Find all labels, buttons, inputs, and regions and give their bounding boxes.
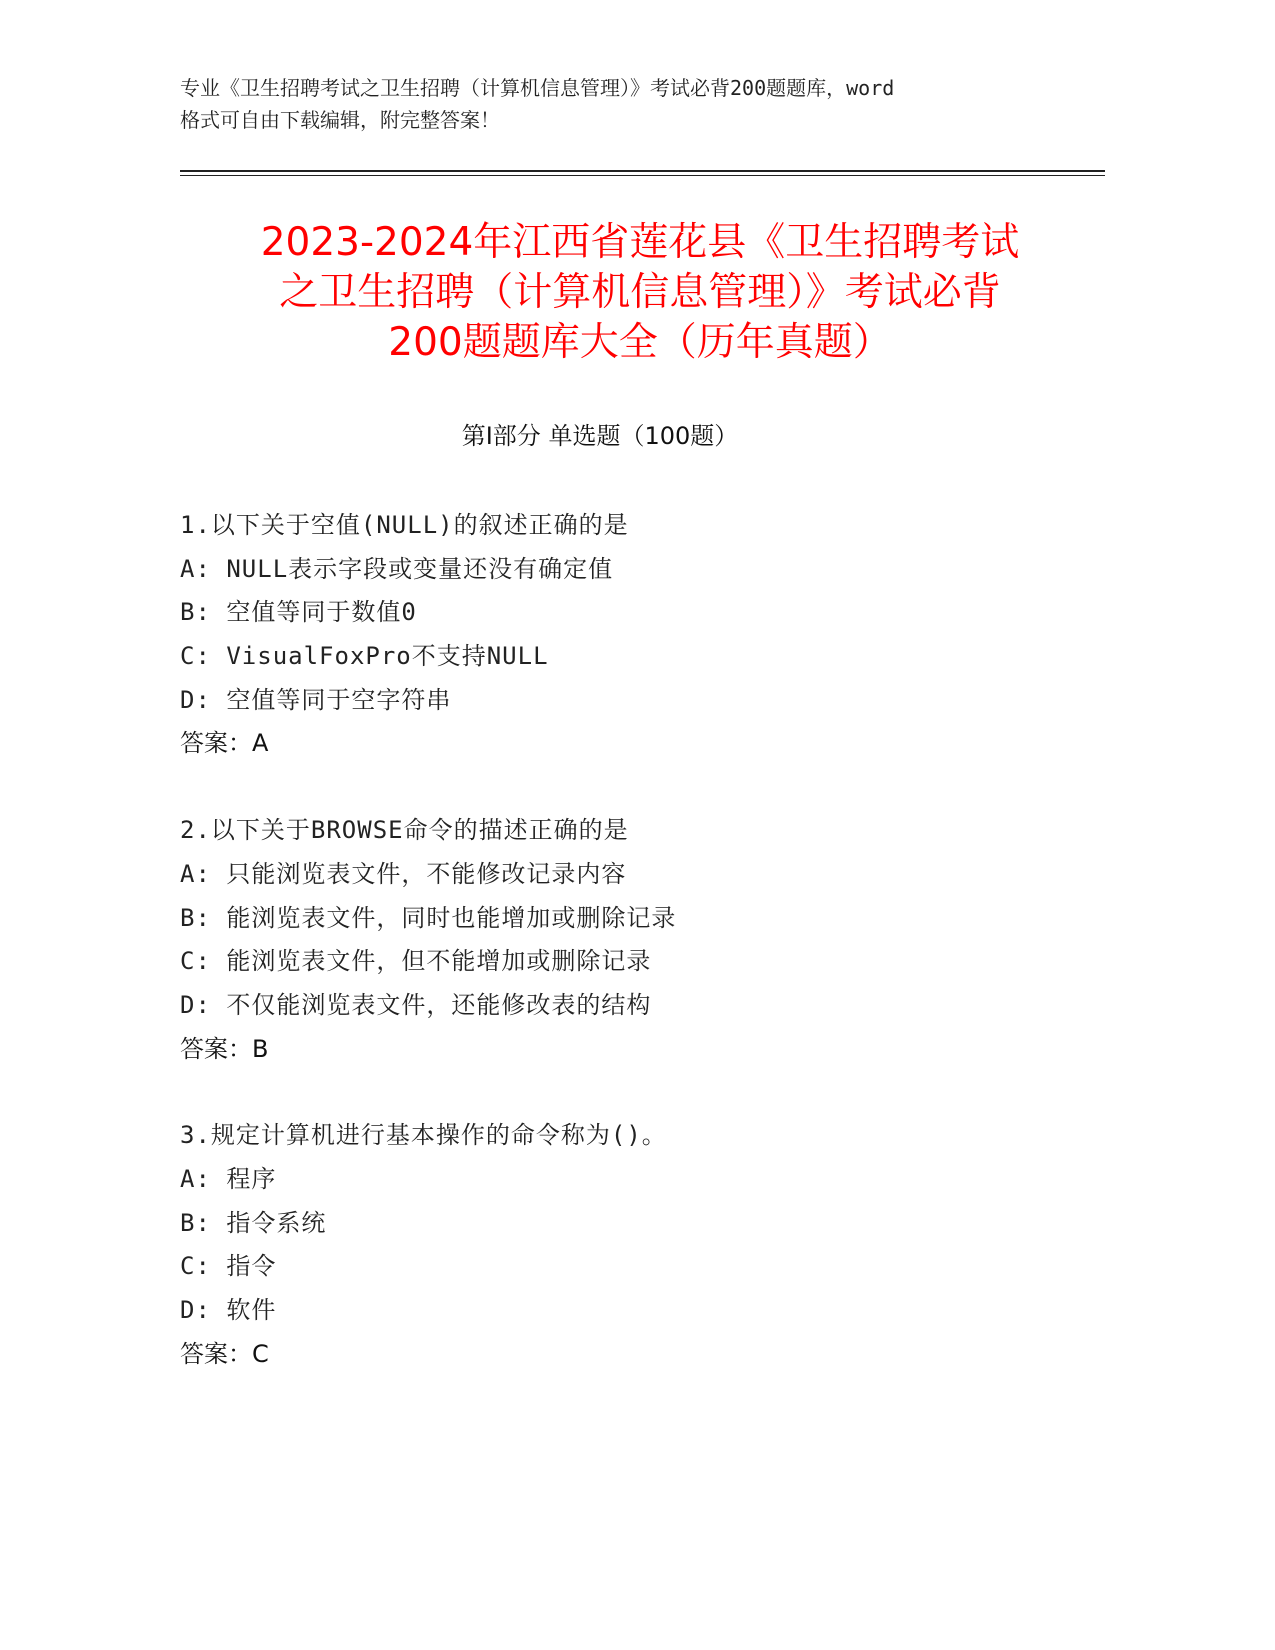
option-c: C: VisualFoxPro不支持NULL — [180, 642, 549, 671]
option-a: A: NULL表示字段或变量还没有确定值 — [180, 554, 614, 583]
question-list — [180, 504, 1080, 1419]
header-note — [180, 72, 1100, 136]
header-note-line-2: 格式可自由下载编辑，附完整答案！ — [180, 108, 500, 132]
question-3 — [180, 1114, 1080, 1376]
option-d: D: 软件 — [180, 1296, 277, 1324]
question-stem: 3.规定计算机进行基本操作的命令称为()。 — [180, 1121, 667, 1150]
option-a: A: 只能浏览表文件，不能修改记录内容 — [180, 859, 627, 888]
option-b: B: 指令系统 — [180, 1208, 327, 1237]
option-c: C: 指令 — [180, 1252, 277, 1281]
option-d: D: 空值等同于空字符串 — [180, 685, 452, 714]
answer: 答案：B — [180, 1034, 269, 1063]
document-title-line-2: 之卫生招聘（计算机信息管理）》考试必背 — [279, 270, 1001, 315]
question-2 — [180, 809, 1080, 1071]
option-d: D: 不仅能浏览表文件，还能修改表的结构 — [180, 990, 652, 1019]
question-1 — [180, 504, 1080, 766]
header-rule-thin — [180, 175, 1105, 176]
header-note-line-1: 专业《卫生招聘考试之卫生招聘（计算机信息管理）》考试必背200题题库，word — [180, 76, 895, 100]
question-stem: 2.以下关于BROWSE命令的描述正确的是 — [180, 816, 629, 845]
option-a: A: 程序 — [180, 1164, 277, 1193]
option-c: C: 能浏览表文件，但不能增加或删除记录 — [180, 947, 652, 976]
section-heading: 第Ⅰ部分 单选题（100题） — [461, 422, 739, 450]
question-stem: 1.以下关于空值(NULL)的叙述正确的是 — [180, 511, 629, 539]
document-title-line-1: 2023-2024年江西省莲花县《卫生招聘考试 — [260, 220, 1020, 265]
option-b: B: 空值等同于数值0 — [180, 598, 417, 627]
answer: 答案：C — [180, 1339, 269, 1368]
header-rule-thick — [180, 170, 1105, 172]
document-title — [150, 218, 1130, 368]
option-b: B: 能浏览表文件，同时也能增加或删除记录 — [180, 903, 677, 932]
document-title-line-3: 200题题库大全（历年真题） — [388, 320, 892, 365]
answer: 答案：A — [180, 729, 269, 758]
